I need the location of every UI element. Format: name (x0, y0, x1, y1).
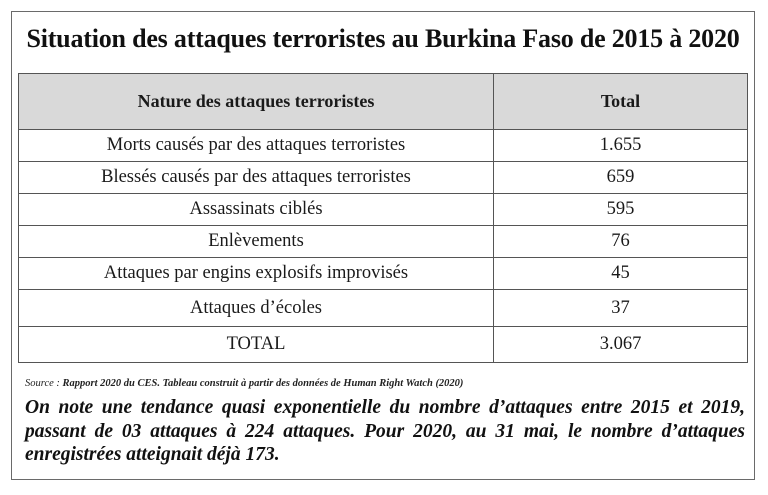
row-label: Assassinats ciblés (19, 194, 494, 226)
row-value: 45 (494, 258, 748, 290)
total-value: 3.067 (494, 327, 748, 363)
source-text: Rapport 2020 du CES. Tableau construit à partir des données de Human Right Watch (2020) (62, 378, 464, 389)
row-label: Enlèvements (19, 226, 494, 258)
row-label: Blessés causés par des attaques terroristes (19, 162, 494, 194)
row-value: 37 (494, 290, 748, 327)
analysis-note: On note une tendance quasi exponentielle du nombre d’attaques entre 2015 et 2019, passant de 03 attaques à 224 attaques. Pour 2020, au 31 mai, le nombre d’attaques enregistrées atteignait déjà 173. (25, 397, 745, 465)
total-label: TOTAL (19, 327, 494, 363)
source-label: Source : (25, 378, 63, 389)
row-value: 659 (494, 162, 748, 194)
attacks-table (18, 73, 748, 363)
table-row (19, 226, 748, 258)
table-row (19, 290, 748, 327)
row-label: Morts causés par des attaques terroristes (19, 130, 494, 162)
row-label: Attaques par engins explosifs improvisés (19, 258, 494, 290)
document-title: Situation des attaques terroristes au Burkina Faso de 2015 à 2020 (26, 24, 740, 53)
row-label: Attaques d’écoles (19, 290, 494, 327)
table-row (19, 130, 748, 162)
row-value: 595 (494, 194, 748, 226)
table-row (19, 194, 748, 226)
source-citation (25, 378, 463, 389)
table-header-row (19, 74, 748, 130)
table-total-row (19, 327, 748, 363)
row-value: 1.655 (494, 130, 748, 162)
column-header-nature: Nature des attaques terroristes (19, 74, 494, 130)
row-value: 76 (494, 226, 748, 258)
document-frame (11, 11, 755, 480)
table-row (19, 162, 748, 194)
table-row (19, 258, 748, 290)
column-header-total: Total (494, 74, 748, 130)
